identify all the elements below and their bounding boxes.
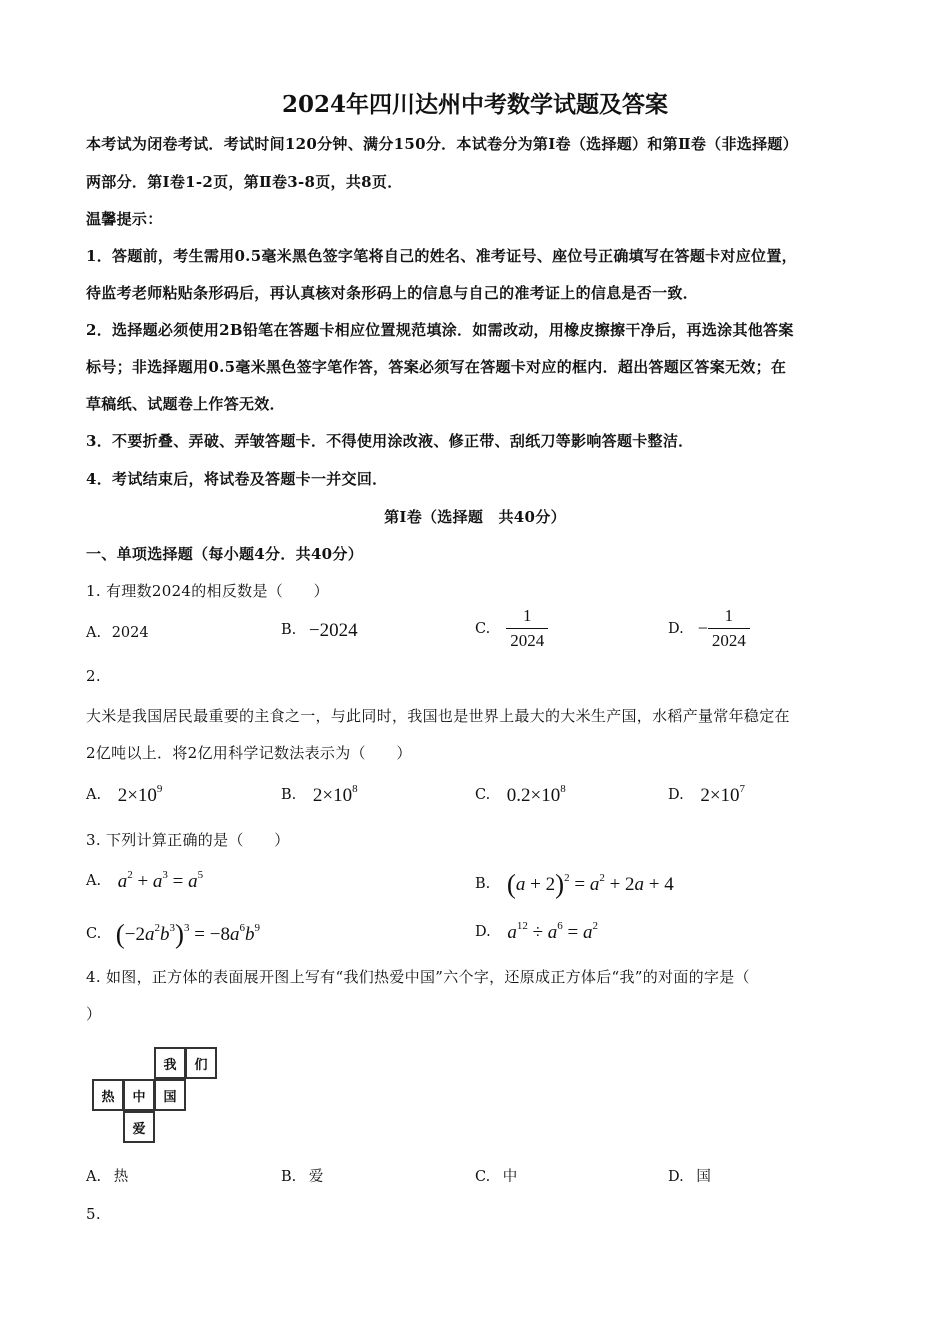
option-label: C. <box>475 1169 491 1185</box>
option-label: B. <box>281 622 297 638</box>
q3-option-a <box>86 871 203 893</box>
denominator: 2024 <box>708 628 750 651</box>
tip-1-line-2: 待监考老师粘贴条形码后，再认真核对条形码上的信息与自己的准考证上的信息是否一致． <box>86 284 699 302</box>
option-label: C. <box>475 787 491 803</box>
exponent: 7 <box>739 783 746 795</box>
cube-face-zhong: 中 <box>123 1079 155 1111</box>
q2-option-b <box>281 785 358 807</box>
page-title: 2024年四川达州中考数学试题及答案 <box>281 91 668 118</box>
option-label: A. <box>86 1169 102 1185</box>
tip-3: 3．不要折叠、弄破、弄皱答题卡．不得使用涂改液、修正带、刮纸刀等影响答题卡整洁． <box>86 432 694 450</box>
option-math <box>313 785 358 806</box>
option-label: D. <box>475 924 491 940</box>
option-label: B. <box>475 876 491 892</box>
base: 2×10 <box>312 785 353 806</box>
tip-1-line-1: 1．答题前，考生需用0.5毫米黑色签字笔将自己的姓名、准考证号、座位号正确填写在答题卡对应位置， <box>86 247 797 265</box>
tips-heading: 温馨提示： <box>86 210 163 228</box>
option-label: C. <box>475 620 491 637</box>
minus-sign: − <box>697 618 708 638</box>
q1-option-a <box>86 625 149 641</box>
option-text: 中 <box>502 1169 518 1185</box>
option-math: $(a + 2)^2 = a^2 + 2a + 4$ <box>506 869 674 899</box>
cube-face-men: 们 <box>185 1047 217 1079</box>
option-text: 2024 <box>111 625 149 641</box>
option-text: 热 <box>113 1169 129 1185</box>
tip-2-line-3: 草稿纸、试题卷上作答无效． <box>86 395 285 413</box>
option-math <box>700 785 745 806</box>
option-label: A. <box>86 873 102 889</box>
exponent: 9 <box>156 783 163 795</box>
q2-option-c <box>475 785 566 807</box>
q1-option-d <box>668 606 750 651</box>
exponent: 8 <box>560 783 566 795</box>
q2-stem-line-1: 大米是我国居民最重要的主食之一，与此同时，我国也是世界上最大的大米生产国，水稻产量常年稳定在 <box>86 707 790 725</box>
option-text: 国 <box>696 1169 711 1185</box>
tip-4: 4．考试结束后，将试卷及答题卡一并交回． <box>86 470 388 488</box>
intro-line-2: 两部分．第Ⅰ卷1-2页，第Ⅱ卷3-8页，共8页． <box>86 173 403 191</box>
base: 2×10 <box>117 785 157 806</box>
exponent: 8 <box>352 783 358 795</box>
q2-option-a <box>86 785 162 807</box>
intro-line-1: 本考试为闭卷考试．考试时间120分钟、满分150分．本试卷分为第Ⅰ卷（选择题）和第Ⅱ卷（非选择题） <box>86 135 798 153</box>
cube-net-figure <box>92 1045 220 1143</box>
fraction <box>506 606 548 651</box>
option-label: A. <box>86 787 102 803</box>
option-label: B. <box>281 787 297 803</box>
option-label: D. <box>668 620 684 637</box>
option-label: C. <box>86 926 102 942</box>
base: 0.2×10 <box>506 785 561 806</box>
q4-option-a <box>86 1165 128 1186</box>
numerator: 1 <box>724 606 734 625</box>
q3-option-b <box>475 869 674 900</box>
cube-face-re: 热 <box>92 1079 124 1111</box>
q4-stem-line-2: ） <box>86 1005 102 1023</box>
option-math <box>118 785 163 806</box>
option-text: 爱 <box>308 1169 324 1185</box>
q4-option-b <box>281 1165 323 1186</box>
numerator: 1 <box>522 606 532 625</box>
q2-stem-line-2: 2亿吨以上．将2亿用科学记数法表示为（ ） <box>86 744 412 762</box>
q2-option-d <box>668 785 745 807</box>
q1-stem: 1. 有理数2024的相反数是（ ） <box>86 582 329 600</box>
option-label: B. <box>281 1169 297 1185</box>
tip-2-line-1: 2．选择题必须使用2B铅笔在答题卡相应位置规范填涂．如需改动，用橡皮擦擦干净后，再选涂其他答案 <box>86 321 794 339</box>
cube-face-ai: 爱 <box>123 1111 155 1143</box>
q3-option-c <box>86 919 260 950</box>
q1-option-c <box>475 606 548 651</box>
option-text: −2024 <box>308 620 358 641</box>
part-heading: 一、单项选择题（每小题4分．共40分） <box>86 545 364 563</box>
cube-face-guo: 国 <box>154 1079 186 1111</box>
option-math: $a^{12} \div a^6 = a^2$ <box>507 920 598 943</box>
q4-option-c <box>475 1165 517 1186</box>
q4-stem-line-1: 4. 如图，正方体的表面展开图上写有“我们热爱中国”六个字，还原成正方体后“我”的对面的字是（ <box>86 968 750 986</box>
q1-option-b <box>281 620 358 642</box>
fraction <box>708 606 750 651</box>
option-label: A. <box>86 625 102 641</box>
section-title: 第Ⅰ卷（选择题 共40分） <box>384 508 566 526</box>
option-label: D. <box>668 1169 684 1185</box>
q4-option-d <box>668 1165 711 1186</box>
q3-stem: 3. 下列计算正确的是（ ） <box>86 831 290 849</box>
cube-face-wo: 我 <box>154 1047 186 1079</box>
q2-number: 2. <box>86 667 101 685</box>
option-math <box>507 785 566 806</box>
denominator: 2024 <box>506 628 548 651</box>
base: 2×10 <box>700 785 740 806</box>
option-math: $(-2a^2b^3)^3 = -8a^6b^9$ <box>115 919 260 949</box>
option-math: $a^2 + a^3 = a^5$ <box>117 869 204 892</box>
tip-2-line-2: 标号；非选择题用0.5毫米黑色签字笔作答，答案必须写在答题卡对应的框内．超出答题区答案无效；在 <box>86 358 787 376</box>
q5-number: 5. <box>86 1205 101 1223</box>
option-label: D. <box>668 787 684 803</box>
q3-option-d <box>475 922 598 944</box>
